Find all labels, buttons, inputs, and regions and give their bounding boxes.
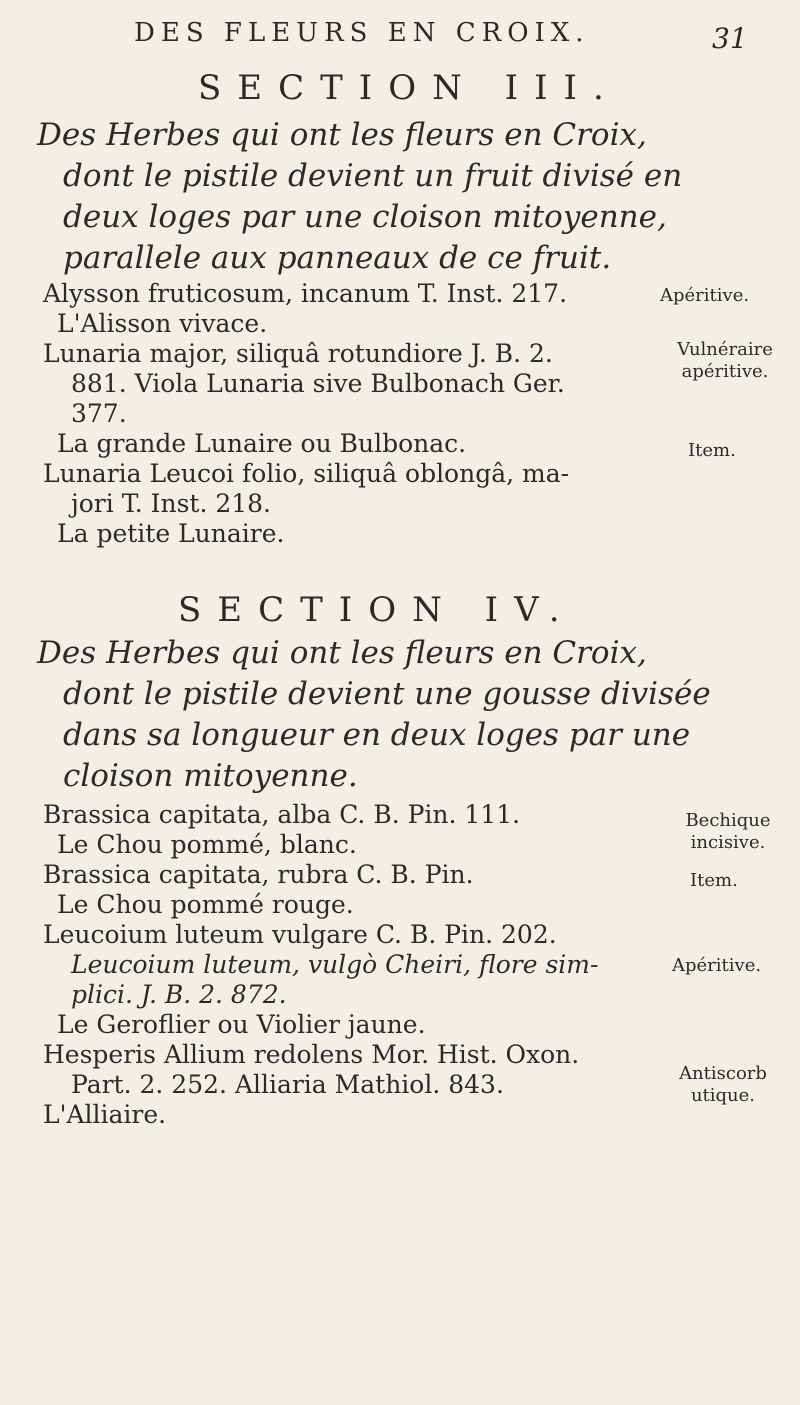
section-4-title: SECTION IV.	[178, 590, 576, 630]
intro-line: deux loges par une cloison mitoyenne,	[63, 199, 667, 235]
entry-line: jori T. Inst. 218.	[71, 489, 271, 518]
entry-line: Le Chou pommé, blanc.	[57, 830, 357, 859]
intro-line: Des Herbes qui ont les fleurs en Croix,	[37, 635, 647, 671]
entry-line: La petite Lunaire.	[57, 519, 285, 548]
section-3-title: SECTION III.	[198, 68, 620, 108]
entry-line: Brassica capitata, alba C. B. Pin. 111.	[43, 800, 521, 829]
entry-line: plici. J. B. 2. 872.	[71, 980, 287, 1009]
margin-note-text: Bechique incisive.	[685, 810, 771, 853]
intro-line: Des Herbes qui ont les fleurs en Croix,	[37, 117, 647, 153]
entry-line: Brassica capitata, rubra C. B. Pin.	[43, 860, 474, 889]
entry-line: Lunaria Leucoi folio, siliquâ oblongâ, ma-	[43, 459, 570, 488]
margin-note	[678, 810, 778, 854]
entry-line: Leucoium luteum vulgare C. B. Pin. 202.	[43, 920, 557, 949]
plant-entry	[43, 860, 743, 920]
plant-entry	[43, 459, 743, 549]
intro-line: dont le pistile devient une gousse divisée	[63, 676, 711, 712]
intro-line: parallele aux panneaux de ce fruit.	[63, 240, 612, 276]
margin-note: Item.	[690, 870, 738, 891]
running-head: DES FLEURS EN CROIX.	[134, 18, 590, 48]
margin-note	[660, 339, 790, 383]
margin-note-text: Antiscorbutique.	[679, 1063, 767, 1106]
page-number: 31	[712, 22, 748, 55]
intro-line: dont le pistile devient un fruit divisé en	[63, 158, 683, 194]
entry-line: Hesperis Allium redolens Mor. Hist. Oxon.	[43, 1040, 580, 1069]
plant-entry	[43, 920, 743, 1040]
section-3-entries	[43, 279, 743, 549]
plant-entry	[43, 339, 743, 459]
plant-entry	[43, 1040, 743, 1130]
entry-line: L'Alisson vivace.	[57, 309, 268, 338]
intro-line: cloison mitoyenne.	[63, 758, 358, 794]
entry-line: Lunaria major, siliquâ rotundiore J. B. 2.	[43, 339, 553, 368]
entry-line: L'Alliaire.	[43, 1100, 167, 1129]
plant-entry	[43, 279, 743, 339]
entry-line: 881. Viola Lunaria sive Bulbonach Ger.	[71, 369, 565, 398]
intro-line: dans sa longueur en deux loges par une	[63, 717, 691, 753]
entry-line: Alysson fruticosum, incanum T. Inst. 217.	[43, 279, 568, 308]
entry-line: Leucoium luteum, vulgò Cheiri, flore sim-	[71, 950, 599, 979]
entry-line: Le Chou pommé rouge.	[57, 890, 354, 919]
entry-line: Le Geroflier ou Violier jaune.	[57, 1010, 426, 1039]
section-4-intro	[37, 633, 711, 797]
entry-line: La grande Lunaire ou Bulbonac.	[57, 429, 467, 458]
entry-line: Part. 2. 252. Alliaria Mathiol. 843.	[71, 1070, 504, 1099]
entry-line: 377.	[71, 399, 127, 428]
margin-note: Apéritive.	[672, 955, 762, 976]
plant-entry	[43, 800, 743, 860]
margin-note: Apéritive.	[660, 285, 750, 306]
section-4-entries	[43, 800, 743, 1130]
margin-note-text: Vulnéraire apéritive.	[677, 339, 773, 382]
margin-note: Item.	[688, 440, 736, 461]
section-3-intro	[37, 115, 682, 279]
margin-note	[678, 1063, 768, 1107]
